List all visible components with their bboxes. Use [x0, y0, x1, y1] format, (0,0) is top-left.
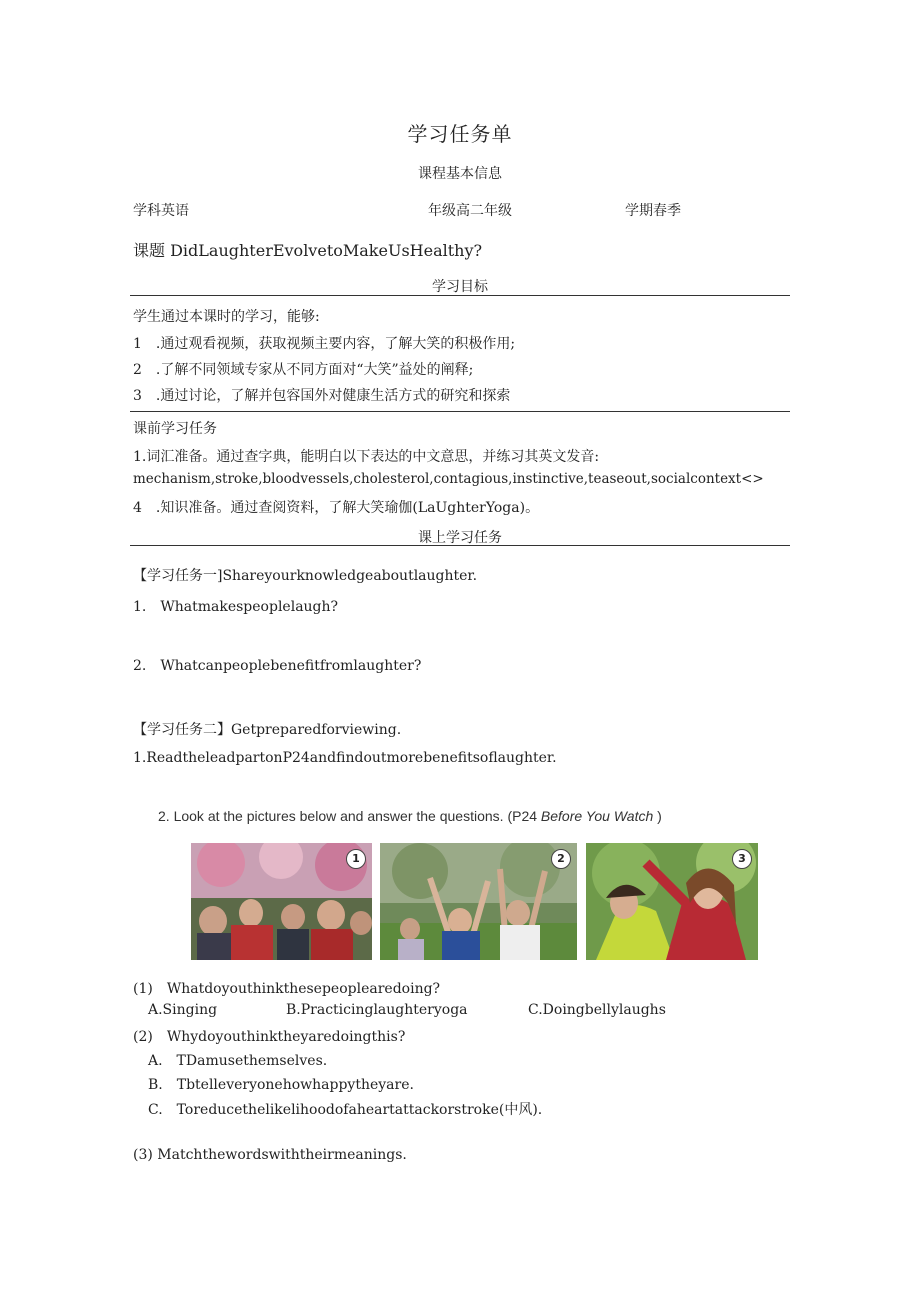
vocab-words: mechanism,stroke,bloodvessels,cholesterol,contagious,instinctive,teaseout,socialcontext<> — [133, 471, 764, 487]
photo-number-badge: 3 — [732, 849, 752, 869]
divider — [130, 545, 790, 546]
q2-option-a: A. TDamusethemselves. — [148, 1053, 328, 1069]
objective-item-2: 2 .了解不同领域专家从不同方面对“大笑”益处的阐释; — [133, 362, 474, 378]
term-field: 学期春季 — [625, 203, 681, 219]
question-1: (1) Whatdoyouthinkthesepeoplearedoing? — [133, 981, 441, 997]
in-class-heading: 课上学习任务 — [418, 530, 502, 546]
task1-heading: 【学习任务一]Shareyourknowledgeaboutlaughter. — [133, 568, 478, 584]
divider — [130, 295, 790, 296]
task1-question-2: 2. Whatcanpeoplebenefitfromlaughter? — [133, 658, 422, 674]
q1-option-b: B.Practicinglaughteryoga — [286, 1002, 468, 1018]
document-title: 学习任务单 — [407, 122, 513, 146]
q2-option-b: B. Tbtelleveryonehowhappytheyare. — [148, 1077, 414, 1093]
vocab-prep: 1.词汇准备。通过查字典，能明白以下表达的中文意思，并练习其英文发音: — [133, 449, 600, 465]
objectives-heading: 学习目标 — [432, 279, 488, 295]
q1-option-c: C.Doingbellylaughs — [528, 1002, 666, 1018]
basic-info-heading: 课程基本信息 — [418, 166, 502, 182]
photo-1 — [191, 843, 372, 960]
question-3: (3) Matchthewordswiththeirmeanings. — [133, 1147, 407, 1163]
task2-question-1: 1.ReadtheleadpartonP24andfindoutmorebenefitsoflaughter. — [133, 750, 557, 766]
pre-class-heading: 课前学习任务 — [133, 421, 217, 437]
task1-question-1: 1. Whatmakespeoplelaugh? — [133, 599, 339, 615]
objective-item-3: 3 .通过讨论，了解并包容国外对健康生活方式的研究和探索 — [133, 388, 511, 404]
objectives-intro: 学生通过本课时的学习，能够: — [133, 309, 320, 325]
question-2: (2) Whydoyouthinktheyaredoingthis? — [133, 1029, 406, 1045]
q2-option-c: C. Toreducethelikelihoodofaheartattackorstroke(中风). — [148, 1102, 543, 1118]
photo-2 — [380, 843, 577, 960]
q1-option-a: A.Singing — [148, 1002, 218, 1018]
divider — [130, 411, 790, 412]
lesson-title: 课题 DidLaughterEvolvetoMakeUsHealthy? — [133, 241, 483, 260]
subject-field: 学科英语 — [133, 203, 189, 219]
task2-question-2: 2. Look at the pictures below and answer the questions. (P24 Before You Watch ) — [158, 808, 662, 824]
photo-number-badge: 1 — [346, 849, 366, 869]
task2-heading: 【学习任务二】Getpreparedforviewing. — [133, 722, 402, 738]
objective-item-1: 1 .通过观看视频，获取视频主要内容，了解大笑的积极作用; — [133, 336, 516, 352]
grade-field: 年级高二年级 — [428, 203, 512, 219]
photo-number-badge: 2 — [551, 849, 571, 869]
photo-3 — [586, 843, 758, 960]
knowledge-prep: 4 .知识准备。通过查阅资料，了解大笑瑜伽(LaUghterYoga)。 — [133, 500, 540, 516]
